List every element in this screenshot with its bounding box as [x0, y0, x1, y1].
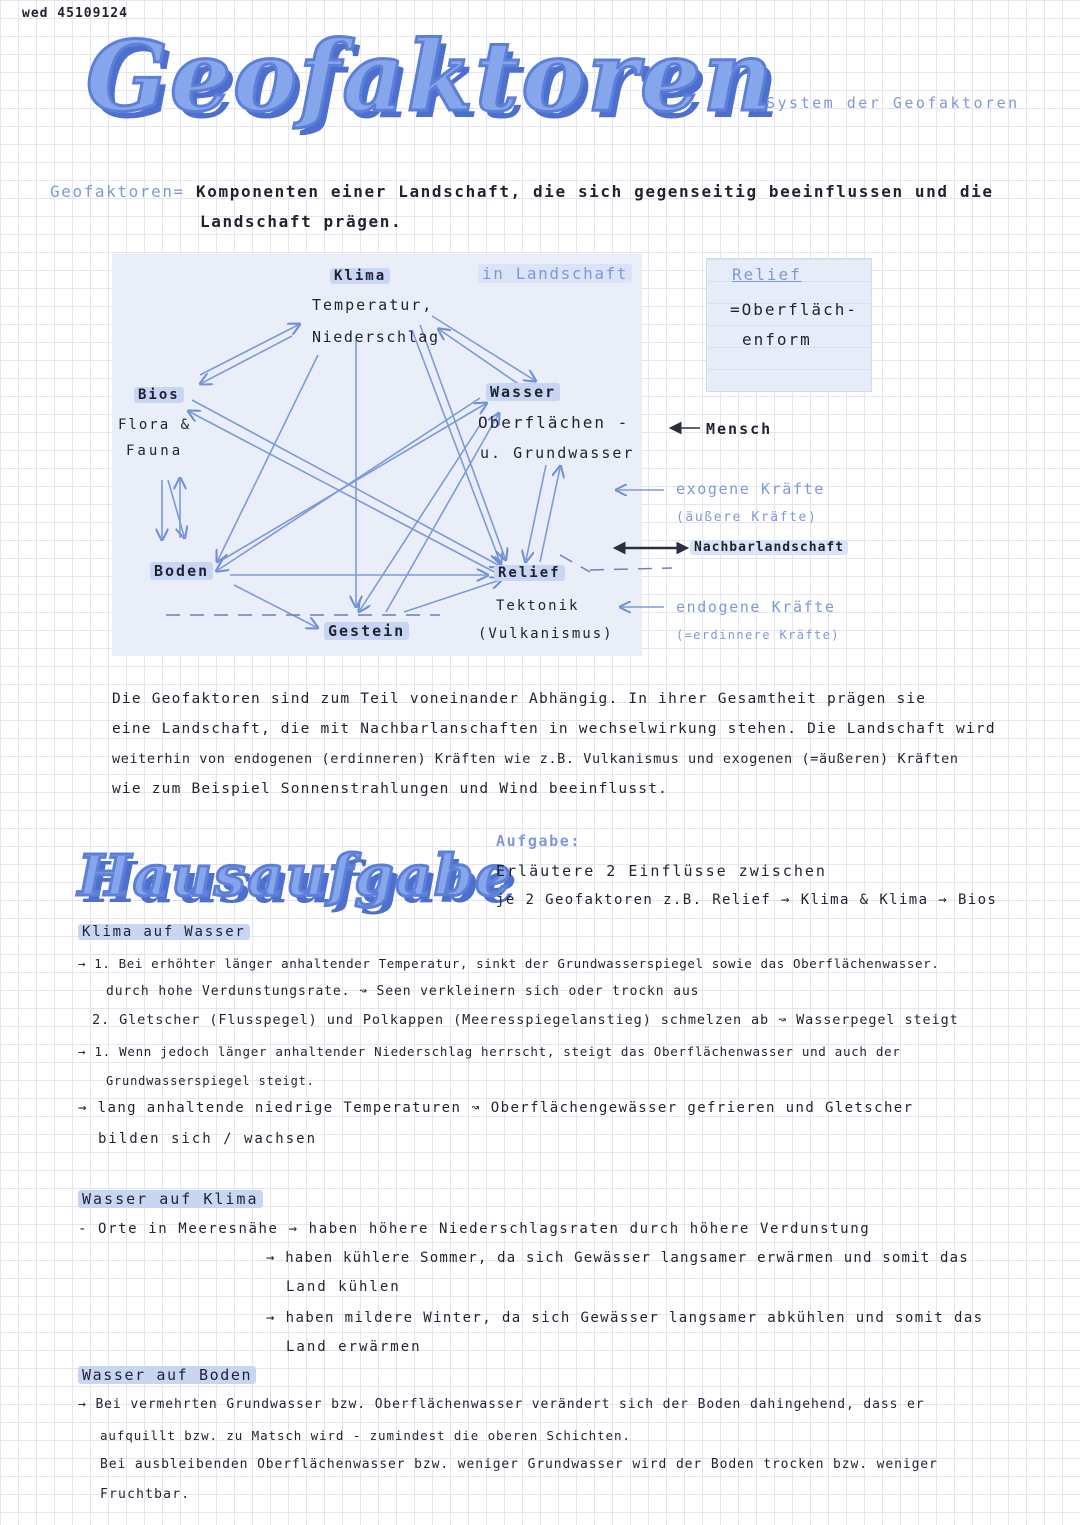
- wasser-boden-line1: → Bei vermehrten Grundwasser bzw. Oberflächenwasser verändert sich der Boden dahingehend, dass er: [78, 1397, 925, 1412]
- endogene-line1: endogene Kräfte: [676, 598, 836, 616]
- bios-line2: Fauna: [126, 443, 184, 459]
- klima-wasser-line1: → 1. Bei erhöhter länger anhaltender Temperatur, sinkt der Grundwasserspiegel sowie das Oberflächenwasser.: [78, 956, 940, 971]
- wasser-boden-line3: Bei ausbleibenden Oberflächenwasser bzw. weniger Grundwasser wird der Boden trocken bzw. weniger: [100, 1457, 938, 1472]
- note-line2: enform: [742, 330, 812, 349]
- section-heading-klima-wasser: Klima auf Wasser: [78, 924, 250, 940]
- klima-wasser-line5: Grundwasserspiegel steigt.: [106, 1074, 315, 1088]
- klima-wasser-line2: durch hohe Verdunstungsrate. ↝ Seen verkleinern sich oder trockn aus: [106, 984, 700, 999]
- summary-line: Die Geofaktoren sind zum Teil voneinander Abhängig. In ihrer Gesamtheit prägen sie: [112, 691, 927, 707]
- task-label: Aufgabe:: [496, 832, 582, 850]
- nachbarlandschaft-label: Nachbarlandschaft: [690, 540, 848, 555]
- wasser-line1: Oberflächen -: [478, 413, 630, 432]
- endogene-line2: (=erdinnere Kräfte): [676, 628, 840, 642]
- exogene-line1: exogene Kräfte: [676, 480, 825, 498]
- bios-label: Bios: [134, 387, 184, 403]
- task-line1: Erläutere 2 Einflüsse zwischen: [496, 862, 827, 880]
- boden-label: Boden: [150, 562, 213, 580]
- klima-line2: Niederschlag: [312, 328, 440, 346]
- wasser-line2: u. Grundwasser: [480, 444, 635, 462]
- wasser-label: Wasser: [486, 383, 560, 401]
- wasser-klima-line2: → haben kühlere Sommer, da sich Gewässer langsamer erwärmen und somit das: [266, 1250, 969, 1266]
- page-title: Geofaktoren: [86, 20, 775, 133]
- gestein-label: Gestein: [324, 622, 409, 640]
- wasser-boden-line4: Fruchtbar.: [100, 1487, 191, 1502]
- diagram-arrows: [0, 0, 1080, 700]
- note-title: Relief: [732, 265, 802, 284]
- summary-line: eine Landschaft, die mit Nachbarlanschaften in wechselwirkung stehen. Die Landschaft wird: [112, 721, 996, 737]
- section-heading-wasser-klima: Wasser auf Klima: [78, 1190, 263, 1208]
- page-subtitle: System der Geofaktoren: [766, 94, 1020, 112]
- definition-line2: Landschaft prägen.: [200, 212, 403, 231]
- wasser-klima-line5: Land erwärmen: [286, 1339, 422, 1355]
- klima-wasser-line6: → lang anhaltende niedrige Temperaturen ↝ Oberflächengewässer gefrieren und Gletscher: [78, 1100, 914, 1116]
- exogene-line2: (äußere Kräfte): [676, 510, 818, 525]
- klima-wasser-line3: 2. Gletscher (Flusspegel) und Polkappen (Meeresspiegelanstieg) schmelzen ab ↝ Wasserpegel steigt: [92, 1012, 959, 1028]
- relief-label: Relief: [494, 565, 565, 581]
- task-line2: je 2 Geofaktoren z.B. Relief → Klima & Klima → Bios: [496, 892, 998, 908]
- note-line1: =Oberfläch-: [730, 300, 858, 319]
- wasser-klima-line1: - Orte in Meeresnähe → haben höhere Niederschlagsraten durch höhere Verdunstung: [78, 1221, 871, 1237]
- definition-line1: Komponenten einer Landschaft, die sich gegenseitig beeinflussen und die: [196, 182, 994, 201]
- date-label: wed 45109124: [22, 6, 128, 21]
- wasser-klima-line3: Land kühlen: [286, 1279, 401, 1295]
- bios-line1: Flora &: [118, 417, 192, 433]
- wasser-klima-line4: → haben mildere Winter, da sich Gewässer langsamer abkühlen und somit das: [266, 1310, 984, 1326]
- definition-term: Geofaktoren=: [50, 182, 185, 201]
- klima-wasser-line7: bilden sich / wachsen: [98, 1131, 318, 1147]
- section-heading-wasser-boden: Wasser auf Boden: [78, 1366, 256, 1384]
- wasser-boden-line2: aufquillt bzw. zu Matsch wird - zumindest die oberen Schichten.: [100, 1428, 631, 1443]
- summary-line: weiterhin von endogenen (erdinneren) Kräften wie z.B. Vulkanismus und exogenen (=äußeren) Kräften: [112, 751, 959, 767]
- mensch-label: Mensch: [706, 420, 773, 438]
- summary-paragraph: [112, 684, 996, 804]
- homework-title: Hausaufgabe: [78, 843, 513, 909]
- relief-line2: (Vulkanismus): [478, 626, 614, 642]
- klima-label: Klima: [330, 268, 390, 284]
- in-landschaft-label: in Landschaft: [478, 264, 632, 283]
- klima-line1: Temperatur,: [312, 296, 434, 314]
- summary-line: wie zum Beispiel Sonnenstrahlungen und Wind beeinflusst.: [112, 781, 669, 797]
- klima-wasser-line4: → 1. Wenn jedoch länger anhaltender Niederschlag herrscht, steigt das Oberflächenwasser und auch der: [78, 1044, 901, 1059]
- relief-line1: Tektonik: [496, 598, 580, 614]
